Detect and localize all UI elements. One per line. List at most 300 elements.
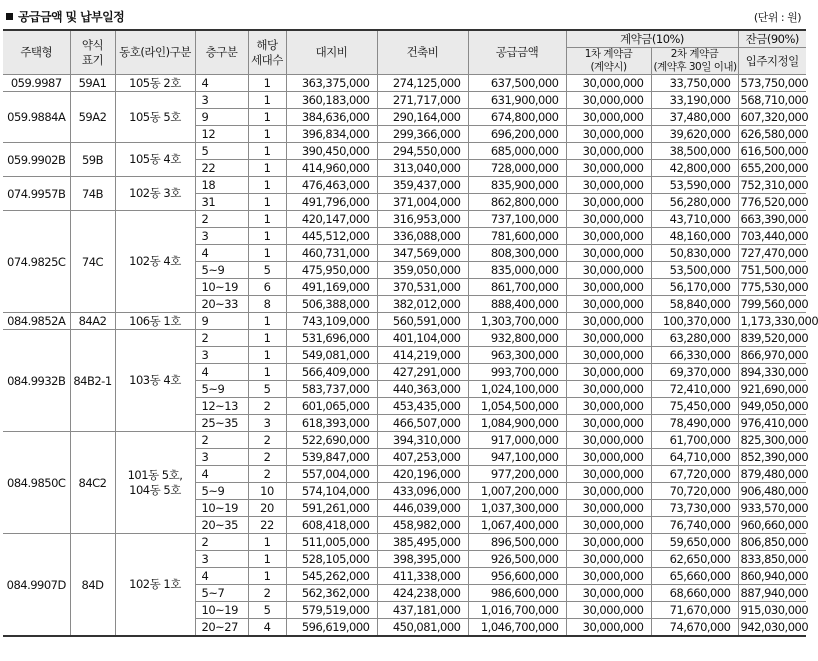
cell-build: 407,253,000 [377, 449, 468, 466]
cell-units: 1 [248, 143, 286, 160]
cell-build: 359,437,000 [377, 177, 468, 194]
cell-units: 10 [248, 483, 286, 500]
cell-first-deposit: 30,000,000 [566, 75, 651, 92]
square-bullet-icon [6, 13, 13, 20]
col-header-balance: 잔금(90%) [738, 30, 806, 48]
cell-dong: 102동 1호 [115, 534, 195, 637]
cell-units: 2 [248, 585, 286, 602]
col-header-supply: 공급금액 [468, 30, 566, 75]
cell-units: 1 [248, 347, 286, 364]
cell-build: 433,096,000 [377, 483, 468, 500]
cell-second-deposit: 61,700,000 [651, 432, 738, 449]
cell-floor: 12 [195, 126, 248, 143]
cell-units: 1 [248, 194, 286, 211]
cell-floor: 22 [195, 160, 248, 177]
cell-first-deposit: 30,000,000 [566, 449, 651, 466]
cell-build: 450,081,000 [377, 619, 468, 637]
cell-supply: 728,000,000 [468, 160, 566, 177]
cell-build: 420,196,000 [377, 466, 468, 483]
cell-floor: 31 [195, 194, 248, 211]
cell-land: 531,696,000 [286, 330, 377, 347]
cell-supply: 926,500,000 [468, 551, 566, 568]
cell-supply: 808,300,000 [468, 245, 566, 262]
cell-build: 437,181,000 [377, 602, 468, 619]
cell-dong: 102동 4호 [115, 211, 195, 313]
cell-land: 414,960,000 [286, 160, 377, 177]
cell-build: 411,338,000 [377, 568, 468, 585]
cell-units: 1 [248, 92, 286, 109]
cell-land: 574,104,000 [286, 483, 377, 500]
cell-first-deposit: 30,000,000 [566, 296, 651, 313]
cell-balance: 568,710,000 [738, 92, 806, 109]
cell-type: 074.9957B [3, 177, 70, 211]
cell-build: 560,591,000 [377, 313, 468, 330]
cell-first-deposit: 30,000,000 [566, 602, 651, 619]
cell-floor: 10~19 [195, 279, 248, 296]
cell-land: 491,796,000 [286, 194, 377, 211]
cell-abbr: 59A2 [70, 92, 115, 143]
section-title-text: 공급금액 및 납부일정 [18, 10, 125, 24]
cell-land: 579,519,000 [286, 602, 377, 619]
cell-balance: 976,410,000 [738, 415, 806, 432]
cell-first-deposit: 30,000,000 [566, 398, 651, 415]
cell-land: 528,105,000 [286, 551, 377, 568]
cell-first-deposit: 30,000,000 [566, 381, 651, 398]
cell-build: 359,050,000 [377, 262, 468, 279]
cell-first-deposit: 30,000,000 [566, 330, 651, 347]
cell-type: 059.9987 [3, 75, 70, 92]
cell-balance: 852,390,000 [738, 449, 806, 466]
cell-second-deposit: 53,500,000 [651, 262, 738, 279]
cell-units: 1 [248, 568, 286, 585]
cell-land: 557,004,000 [286, 466, 377, 483]
cell-first-deposit: 30,000,000 [566, 245, 651, 262]
cell-units: 6 [248, 279, 286, 296]
cell-second-deposit: 69,370,000 [651, 364, 738, 381]
cell-first-deposit: 30,000,000 [566, 483, 651, 500]
cell-build: 294,550,000 [377, 143, 468, 160]
cell-second-deposit: 75,450,000 [651, 398, 738, 415]
cell-first-deposit: 30,000,000 [566, 415, 651, 432]
cell-supply: 1,046,700,000 [468, 619, 566, 637]
cell-supply: 1,007,200,000 [468, 483, 566, 500]
cell-units: 1 [248, 75, 286, 92]
cell-abbr: 59A1 [70, 75, 115, 92]
cell-build: 466,507,000 [377, 415, 468, 432]
cell-floor: 2 [195, 534, 248, 551]
cell-first-deposit: 30,000,000 [566, 194, 651, 211]
cell-balance: 616,500,000 [738, 143, 806, 160]
cell-second-deposit: 64,710,000 [651, 449, 738, 466]
cell-second-deposit: 72,410,000 [651, 381, 738, 398]
cell-second-deposit: 67,720,000 [651, 466, 738, 483]
cell-first-deposit: 30,000,000 [566, 347, 651, 364]
cell-second-deposit: 62,650,000 [651, 551, 738, 568]
cell-first-deposit: 30,000,000 [566, 92, 651, 109]
cell-balance: 887,940,000 [738, 585, 806, 602]
cell-land: 511,005,000 [286, 534, 377, 551]
section-title [6, 8, 124, 25]
cell-balance: 921,690,000 [738, 381, 806, 398]
cell-land: 475,950,000 [286, 262, 377, 279]
cell-balance: 799,560,000 [738, 296, 806, 313]
cell-build: 382,012,000 [377, 296, 468, 313]
cell-balance: 573,750,000 [738, 75, 806, 92]
cell-second-deposit: 38,500,000 [651, 143, 738, 160]
cell-supply: 977,200,000 [468, 466, 566, 483]
cell-balance: 655,200,000 [738, 160, 806, 177]
cell-abbr: 84A2 [70, 313, 115, 330]
cell-land: 384,636,000 [286, 109, 377, 126]
cell-balance: 752,310,000 [738, 177, 806, 194]
cell-floor: 5~9 [195, 381, 248, 398]
cell-land: 396,834,000 [286, 126, 377, 143]
table-row [3, 92, 806, 109]
cell-build: 336,088,000 [377, 228, 468, 245]
cell-type: 084.9932B [3, 330, 70, 432]
cell-supply: 963,300,000 [468, 347, 566, 364]
cell-floor: 20~35 [195, 517, 248, 534]
cell-build: 347,569,000 [377, 245, 468, 262]
cell-supply: 986,600,000 [468, 585, 566, 602]
cell-floor: 2 [195, 432, 248, 449]
table-row [3, 177, 806, 194]
cell-balance: 607,320,000 [738, 109, 806, 126]
cell-balance: 626,580,000 [738, 126, 806, 143]
cell-second-deposit: 56,280,000 [651, 194, 738, 211]
table-header [3, 30, 806, 75]
col-header-second-deposit: 2차 계약금 (계약후 30일 이내) [651, 48, 738, 75]
cell-balance: 942,030,000 [738, 619, 806, 637]
cell-balance: 703,440,000 [738, 228, 806, 245]
cell-balance: 825,300,000 [738, 432, 806, 449]
cell-units: 4 [248, 619, 286, 637]
cell-balance: 915,030,000 [738, 602, 806, 619]
cell-land: 549,081,000 [286, 347, 377, 364]
cell-supply: 637,500,000 [468, 75, 566, 92]
cell-floor: 10~19 [195, 500, 248, 517]
cell-land: 445,512,000 [286, 228, 377, 245]
cell-units: 2 [248, 466, 286, 483]
cell-first-deposit: 30,000,000 [566, 143, 651, 160]
cell-dong: 103동 4호 [115, 330, 195, 432]
cell-floor: 20~27 [195, 619, 248, 637]
supply-price-table [3, 29, 818, 637]
cell-abbr: 74B [70, 177, 115, 211]
cell-balance: 1,173,330,000 [738, 313, 806, 330]
col-header-units: 해당 세대수 [248, 30, 286, 75]
cell-units: 1 [248, 364, 286, 381]
cell-dong: 106동 1호 [115, 313, 195, 330]
cell-floor: 25~35 [195, 415, 248, 432]
cell-supply: 888,400,000 [468, 296, 566, 313]
cell-units: 2 [248, 432, 286, 449]
col-header-floor: 층구분 [195, 30, 248, 75]
cell-supply: 1,067,400,000 [468, 517, 566, 534]
cell-second-deposit: 56,170,000 [651, 279, 738, 296]
cell-units: 1 [248, 313, 286, 330]
cell-land: 743,109,000 [286, 313, 377, 330]
cell-floor: 10~19 [195, 602, 248, 619]
cell-units: 22 [248, 517, 286, 534]
cell-supply: 862,800,000 [468, 194, 566, 211]
cell-balance: 806,850,000 [738, 534, 806, 551]
cell-supply: 737,100,000 [468, 211, 566, 228]
cell-second-deposit: 68,660,000 [651, 585, 738, 602]
cell-floor: 20~33 [195, 296, 248, 313]
cell-build: 398,395,000 [377, 551, 468, 568]
cell-balance: 879,480,000 [738, 466, 806, 483]
cell-first-deposit: 30,000,000 [566, 262, 651, 279]
cell-second-deposit: 74,670,000 [651, 619, 738, 637]
cell-floor: 5~9 [195, 262, 248, 279]
cell-supply: 861,700,000 [468, 279, 566, 296]
cell-balance: 663,390,000 [738, 211, 806, 228]
section-header [0, 0, 809, 27]
col-header-land: 대지비 [286, 30, 377, 75]
cell-units: 5 [248, 262, 286, 279]
cell-second-deposit: 43,710,000 [651, 211, 738, 228]
cell-land: 562,362,000 [286, 585, 377, 602]
cell-supply: 932,800,000 [468, 330, 566, 347]
cell-first-deposit: 30,000,000 [566, 534, 651, 551]
cell-first-deposit: 30,000,000 [566, 211, 651, 228]
col-header-first-deposit: 1차 계약금 (계약시) [566, 48, 651, 75]
cell-units: 5 [248, 381, 286, 398]
cell-land: 591,261,000 [286, 500, 377, 517]
cell-build: 271,717,000 [377, 92, 468, 109]
cell-second-deposit: 39,620,000 [651, 126, 738, 143]
cell-first-deposit: 30,000,000 [566, 126, 651, 143]
cell-floor: 4 [195, 245, 248, 262]
cell-land: 608,418,000 [286, 517, 377, 534]
cell-floor: 5~9 [195, 483, 248, 500]
cell-balance: 866,970,000 [738, 347, 806, 364]
cell-abbr: 59B [70, 143, 115, 177]
table-row [3, 432, 806, 449]
cell-second-deposit: 76,740,000 [651, 517, 738, 534]
cell-second-deposit: 37,480,000 [651, 109, 738, 126]
cell-second-deposit: 70,720,000 [651, 483, 738, 500]
cell-land: 360,183,000 [286, 92, 377, 109]
cell-balance: 839,520,000 [738, 330, 806, 347]
cell-second-deposit: 63,280,000 [651, 330, 738, 347]
cell-floor: 5 [195, 143, 248, 160]
cell-floor: 2 [195, 330, 248, 347]
col-header-abbr: 약식 표기 [70, 30, 115, 75]
cell-first-deposit: 30,000,000 [566, 364, 651, 381]
cell-second-deposit: 48,160,000 [651, 228, 738, 245]
cell-type: 084.9852A [3, 313, 70, 330]
cell-supply: 1,016,700,000 [468, 602, 566, 619]
cell-units: 1 [248, 245, 286, 262]
cell-balance: 933,570,000 [738, 500, 806, 517]
cell-units: 8 [248, 296, 286, 313]
cell-first-deposit: 30,000,000 [566, 228, 651, 245]
cell-units: 5 [248, 602, 286, 619]
cell-floor: 2 [195, 211, 248, 228]
cell-supply: 1,054,500,000 [468, 398, 566, 415]
table-row [3, 330, 806, 347]
cell-floor: 9 [195, 109, 248, 126]
cell-units: 1 [248, 126, 286, 143]
cell-type: 074.9825C [3, 211, 70, 313]
cell-first-deposit: 30,000,000 [566, 551, 651, 568]
cell-type: 084.9907D [3, 534, 70, 637]
cell-build: 427,291,000 [377, 364, 468, 381]
cell-first-deposit: 30,000,000 [566, 585, 651, 602]
cell-first-deposit: 30,000,000 [566, 466, 651, 483]
cell-balance: 949,050,000 [738, 398, 806, 415]
cell-floor: 3 [195, 228, 248, 245]
cell-build: 394,310,000 [377, 432, 468, 449]
cell-units: 1 [248, 228, 286, 245]
cell-build: 385,495,000 [377, 534, 468, 551]
cell-first-deposit: 30,000,000 [566, 279, 651, 296]
cell-dong: 105동 5호 [115, 92, 195, 143]
cell-balance: 894,330,000 [738, 364, 806, 381]
cell-build: 313,040,000 [377, 160, 468, 177]
cell-build: 446,039,000 [377, 500, 468, 517]
cell-units: 1 [248, 160, 286, 177]
cell-land: 601,065,000 [286, 398, 377, 415]
cell-units: 1 [248, 177, 286, 194]
table-row [3, 534, 806, 551]
cell-floor: 4 [195, 75, 248, 92]
cell-type: 059.9902B [3, 143, 70, 177]
cell-units: 1 [248, 211, 286, 228]
cell-units: 1 [248, 534, 286, 551]
cell-first-deposit: 30,000,000 [566, 517, 651, 534]
col-header-type: 주택형 [3, 30, 70, 75]
cell-dong: 105동 4호 [115, 143, 195, 177]
cell-balance: 833,850,000 [738, 551, 806, 568]
cell-floor: 4 [195, 466, 248, 483]
cell-floor: 18 [195, 177, 248, 194]
col-header-build: 건축비 [377, 30, 468, 75]
table-row [3, 313, 806, 330]
cell-land: 618,393,000 [286, 415, 377, 432]
cell-first-deposit: 30,000,000 [566, 177, 651, 194]
cell-second-deposit: 50,830,000 [651, 245, 738, 262]
cell-build: 414,219,000 [377, 347, 468, 364]
cell-second-deposit: 53,590,000 [651, 177, 738, 194]
table-body [3, 75, 818, 637]
cell-abbr: 84D [70, 534, 115, 637]
cell-abbr: 84C2 [70, 432, 115, 534]
cell-build: 371,004,000 [377, 194, 468, 211]
cell-land: 539,847,000 [286, 449, 377, 466]
cell-floor: 4 [195, 364, 248, 381]
cell-first-deposit: 30,000,000 [566, 568, 651, 585]
cell-second-deposit: 33,190,000 [651, 92, 738, 109]
cell-units: 2 [248, 398, 286, 415]
cell-units: 1 [248, 109, 286, 126]
cell-supply: 1,303,700,000 [468, 313, 566, 330]
cell-first-deposit: 30,000,000 [566, 160, 651, 177]
cell-second-deposit: 66,330,000 [651, 347, 738, 364]
cell-land: 545,262,000 [286, 568, 377, 585]
cell-supply: 631,900,000 [468, 92, 566, 109]
cell-abbr: 74C [70, 211, 115, 313]
cell-floor: 4 [195, 568, 248, 585]
cell-first-deposit: 30,000,000 [566, 619, 651, 637]
cell-land: 566,409,000 [286, 364, 377, 381]
cell-supply: 685,000,000 [468, 143, 566, 160]
cell-supply: 696,200,000 [468, 126, 566, 143]
cell-supply: 1,084,900,000 [468, 415, 566, 432]
table-row [3, 211, 806, 228]
cell-land: 596,619,000 [286, 619, 377, 637]
cell-balance: 906,480,000 [738, 483, 806, 500]
cell-land: 522,690,000 [286, 432, 377, 449]
cell-supply: 993,700,000 [468, 364, 566, 381]
cell-floor: 3 [195, 449, 248, 466]
cell-first-deposit: 30,000,000 [566, 109, 651, 126]
cell-second-deposit: 73,730,000 [651, 500, 738, 517]
cell-build: 458,982,000 [377, 517, 468, 534]
cell-first-deposit: 30,000,000 [566, 500, 651, 517]
cell-build: 316,953,000 [377, 211, 468, 228]
cell-floor: 5~7 [195, 585, 248, 602]
cell-balance: 727,470,000 [738, 245, 806, 262]
cell-units: 2 [248, 449, 286, 466]
table-row [3, 75, 806, 92]
cell-land: 476,463,000 [286, 177, 377, 194]
cell-land: 583,737,000 [286, 381, 377, 398]
cell-floor: 9 [195, 313, 248, 330]
cell-units: 1 [248, 330, 286, 347]
cell-build: 290,164,000 [377, 109, 468, 126]
cell-supply: 896,500,000 [468, 534, 566, 551]
cell-supply: 835,900,000 [468, 177, 566, 194]
cell-second-deposit: 42,800,000 [651, 160, 738, 177]
cell-supply: 781,600,000 [468, 228, 566, 245]
cell-build: 401,104,000 [377, 330, 468, 347]
cell-first-deposit: 30,000,000 [566, 432, 651, 449]
cell-balance: 751,500,000 [738, 262, 806, 279]
cell-second-deposit: 33,750,000 [651, 75, 738, 92]
cell-dong: 102동 3호 [115, 177, 195, 211]
cell-first-deposit: 30,000,000 [566, 313, 651, 330]
cell-land: 390,450,000 [286, 143, 377, 160]
cell-land: 460,731,000 [286, 245, 377, 262]
cell-supply: 1,024,100,000 [468, 381, 566, 398]
col-header-deposit: 계약금(10%) [566, 30, 738, 48]
cell-dong: 101동 5호, 104동 5호 [115, 432, 195, 534]
cell-second-deposit: 65,660,000 [651, 568, 738, 585]
cell-abbr: 84B2-1 [70, 330, 115, 432]
cell-floor: 12~13 [195, 398, 248, 415]
cell-balance: 775,530,000 [738, 279, 806, 296]
cell-type: 084.9850C [3, 432, 70, 534]
cell-supply: 917,000,000 [468, 432, 566, 449]
cell-second-deposit: 78,490,000 [651, 415, 738, 432]
cell-type: 059.9884A [3, 92, 70, 143]
cell-build: 370,531,000 [377, 279, 468, 296]
cell-second-deposit: 71,670,000 [651, 602, 738, 619]
cell-second-deposit: 100,370,000 [651, 313, 738, 330]
col-header-balance-date: 입주지정일 [738, 48, 806, 75]
cell-build: 299,366,000 [377, 126, 468, 143]
table-row [3, 143, 806, 160]
cell-supply: 1,037,300,000 [468, 500, 566, 517]
cell-supply: 956,600,000 [468, 568, 566, 585]
cell-build: 453,435,000 [377, 398, 468, 415]
unit-note: (단위 : 원) [753, 11, 801, 24]
cell-supply: 674,800,000 [468, 109, 566, 126]
cell-balance: 860,940,000 [738, 568, 806, 585]
